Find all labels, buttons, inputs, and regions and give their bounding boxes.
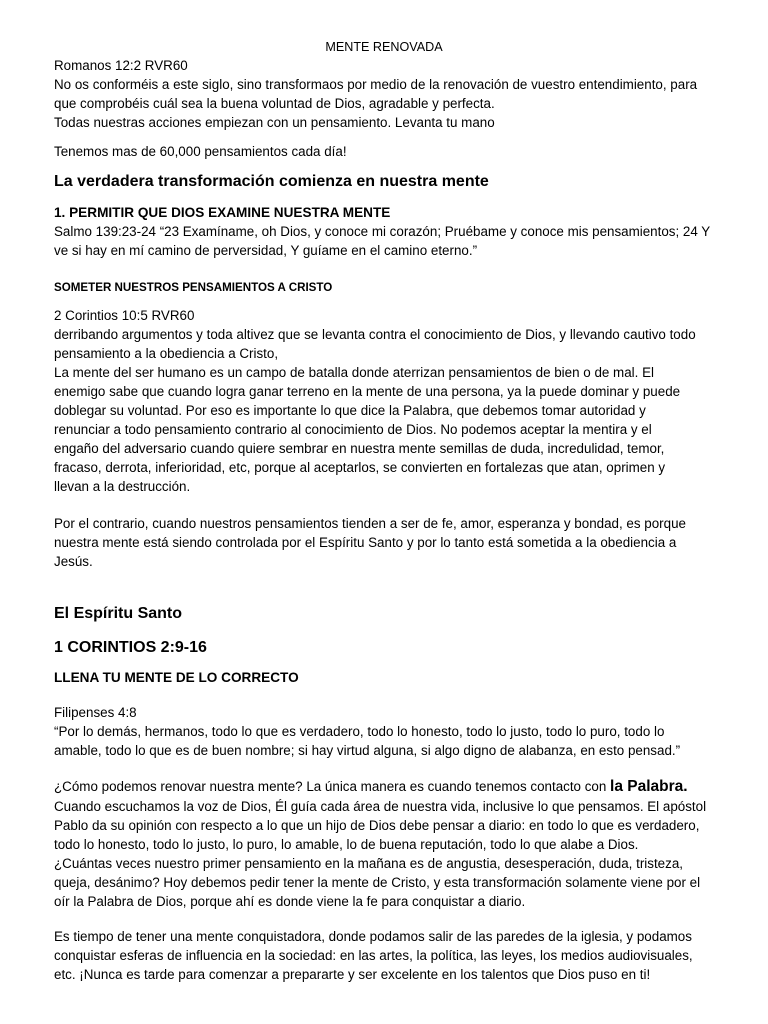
- text-line: engaño del adversario cuando quiere sembrar en nuestra mente semillas de duda, incredulidad, temor,: [54, 441, 665, 456]
- text-line: Es tiempo de tener una mente conquistadora, donde podamos salir de las paredes de la iglesia, y podamos: [54, 929, 692, 944]
- verse-line: “Por lo demás, hermanos, todo lo que es verdadero, todo lo honesto, todo lo justo, todo lo puro, todo lo: [54, 724, 665, 739]
- text-line: renunciar a todo pensamiento contrario al conocimiento de Dios. No podemos aceptar la mentira y el: [54, 422, 652, 437]
- text-line: todo lo honesto, todo lo justo, lo puro, lo amable, lo de buena reputación, todo lo que alabe a Dios.: [54, 837, 639, 852]
- section-heading: SOMETER NUESTROS PENSAMIENTOS A CRISTO: [54, 281, 333, 294]
- verse-line: que comprobéis cuál sea la buena voluntad de Dios, agradable y perfecta.: [54, 96, 495, 111]
- text-line: derribando argumentos y toda altivez que se levanta contra el conocimiento de Dios, y llevando cautivo todo: [54, 327, 696, 342]
- text-line: etc. ¡Nunca es tarde para comenzar a prepararte y ser excelente en los talentos que Dios puso en ti!: [54, 967, 651, 982]
- text-line: queja, desánimo? Hoy debemos pedir tener la mente de Cristo, y esta transformación solamente viene por el: [54, 875, 701, 890]
- section-heading: 1. PERMITIR QUE DIOS EXAMINE NUESTRA MENTE: [54, 205, 391, 220]
- text-line: doblegar su voluntad. Por eso es importante lo que dice la Palabra, que debemos tomar autoridad y: [54, 403, 646, 418]
- question-text: ¿Cómo podemos renovar nuestra mente? La única manera es cuando tenemos contacto con: [54, 779, 611, 794]
- text-line: ve si hay en mí camino de perversidad, Y guíame en el camino eterno.”: [54, 243, 478, 258]
- section-subheading: 1 CORINTIOS 2:9-16: [54, 639, 207, 656]
- text-line: llevan a la destrucción.: [54, 479, 191, 494]
- section-heading: LLENA TU MENTE DE LO CORRECTO: [54, 670, 299, 685]
- text-line: nuestra mente está siendo controlada por el Espíritu Santo y por lo tanto está sometida a la obediencia a: [54, 535, 677, 550]
- verse-reference: Filipenses 4:8: [54, 705, 137, 720]
- verse-reference: Romanos 12:2 RVR60: [54, 58, 188, 73]
- document-title: MENTE RENOVADA: [325, 40, 443, 54]
- question-emphasis: la Palabra.: [610, 778, 688, 795]
- text-line: pensamiento a la obediencia a Cristo,: [54, 346, 279, 361]
- verse-line: amable, todo lo que es de buen nombre; si hay virtud alguna, si algo digno de alabanza, en esto pensad.”: [54, 743, 681, 758]
- text-line: Cuando escuchamos la voz de Dios, Él guía cada área de nuestra vida, inclusive lo que pensamos. El apóstol: [54, 799, 707, 814]
- verse-reference: 2 Corintios 10:5 RVR60: [54, 308, 195, 323]
- text-line: La mente del ser humano es un campo de batalla donde aterrizan pensamientos de bien o de mal. El: [54, 365, 654, 380]
- text-line: enemigo sabe que cuando logra ganar terreno en la mente de una persona, ya la puede dominar y puede: [54, 384, 681, 399]
- text-line: Jesús.: [54, 554, 93, 569]
- main-heading: La verdadera transformación comienza en nuestra mente: [54, 173, 489, 190]
- text-line: Pablo da su opinión con respecto a lo que un hijo de Dios debe pensar a diario: en todo lo que es verdadero,: [54, 818, 700, 833]
- text-line: Tenemos mas de 60,000 pensamientos cada día!: [54, 144, 347, 159]
- verse-line: No os conforméis a este siglo, sino transformaos por medio de la renovación de vuestro entendimiento, para: [54, 77, 698, 92]
- section-heading: El Espíritu Santo: [54, 605, 183, 622]
- text-line: oír la Palabra de Dios, porque ahí es donde viene la fe para conquistar a diario.: [54, 894, 526, 909]
- question-line: [54, 777, 688, 796]
- text-line: Todas nuestras acciones empiezan con un pensamiento. Levanta tu mano: [54, 115, 495, 130]
- text-line: conquistar esferas de influencia en la sociedad: en las artes, la política, las leyes, los medios audiovisuales,: [54, 948, 693, 963]
- text-line: Salmo 139:23-24 “23 Examíname, oh Dios, y conoce mi corazón; Pruébame y conoce mis pensamientos; 24 Y: [54, 224, 711, 239]
- text-line: fracaso, derrota, inferioridad, etc, porque al aceptarlos, se convierten en fortalezas que atan, oprimen y: [54, 460, 666, 475]
- text-line: ¿Cuántas veces nuestro primer pensamiento en la mañana es de angustia, desesperación, duda, tristeza,: [54, 856, 683, 871]
- text-line: Por el contrario, cuando nuestros pensamientos tienden a ser de fe, amor, esperanza y bondad, es porque: [54, 516, 686, 531]
